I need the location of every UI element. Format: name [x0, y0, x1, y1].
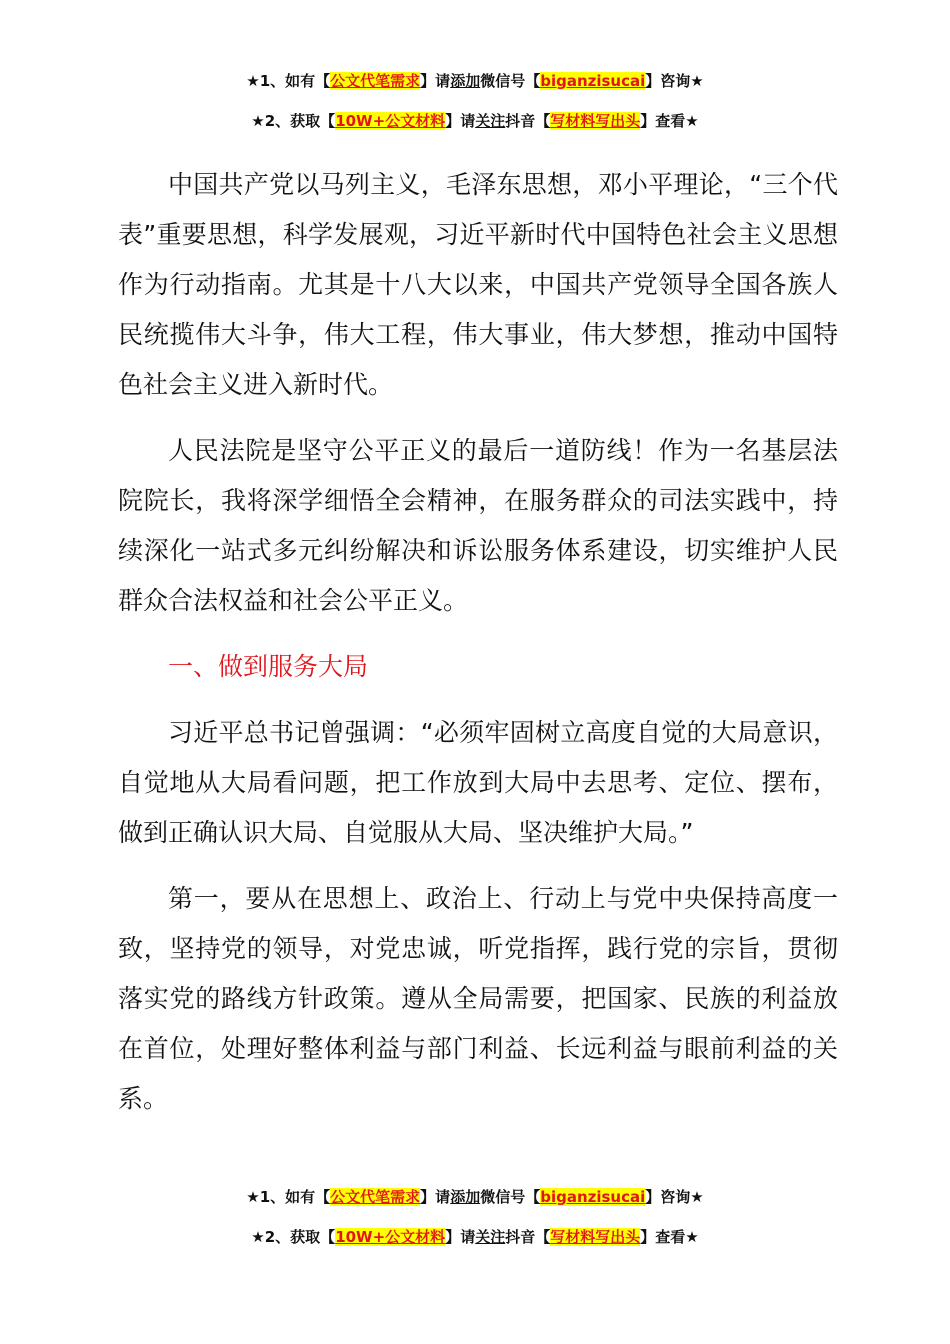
banner-text: 】请: [445, 112, 476, 130]
banner-text: 】请: [420, 72, 451, 90]
banner-text: 抖音【: [505, 1228, 551, 1246]
banner-text: 抖音【: [505, 112, 551, 130]
header-banner-line-1: [0, 71, 950, 91]
banner-underline: 添加: [450, 72, 481, 90]
banner-text: ★1、如有【: [246, 72, 331, 90]
banner-underline: 添加: [450, 1188, 481, 1206]
banner-text: 微信号【: [480, 1188, 541, 1206]
banner-highlight: 公文代笔需求: [330, 1188, 421, 1206]
header-banner-line-2: [0, 111, 950, 131]
banner-text: ★1、如有【: [246, 1188, 331, 1206]
banner-highlight: biganzisucai: [540, 1188, 646, 1206]
document-body: [118, 160, 838, 1140]
paragraph-1: 中国共产党以马列主义，毛泽东思想，邓小平理论，“三个代表”重要思想，科学发展观，习近平新时代中国特色社会主义思想作为行动指南。尤其是十八大以来，中国共产党领导全国各族人民统揽伟大斗争，伟大工程，伟大事业，伟大梦想，推动中国特色社会主义进入新时代。: [118, 170, 838, 399]
banner-text: 】查看★: [640, 1228, 699, 1246]
banner-highlight: 10W+公文材料: [335, 1228, 446, 1246]
paragraph-3: 习近平总书记曾强调：“必须牢固树立高度自觉的大局意识，自觉地从大局看问题，把工作放到大局中去思考、定位、摆布，做到正确认识大局、自觉服从大局、坚决维护大局。”: [118, 718, 838, 847]
banner-highlight: 10W+公文材料: [335, 112, 446, 130]
footer-banner-line-1: [0, 1187, 950, 1207]
banner-text: ★2、获取【: [251, 112, 336, 130]
banner-text: 】查看★: [640, 112, 699, 130]
banner-text: 微信号【: [480, 72, 541, 90]
banner-underline: 关注: [475, 1228, 506, 1246]
banner-text: 】咨询★: [645, 72, 704, 90]
banner-highlight: 写材料写出头: [550, 1228, 641, 1246]
banner-highlight: 公文代笔需求: [330, 72, 421, 90]
banner-text: 】咨询★: [645, 1188, 704, 1206]
footer-banner-line-2: [0, 1227, 950, 1247]
paragraph-4: 第一，要从在思想上、政治上、行动上与党中央保持高度一致，坚持党的领导，对党忠诚，听党指挥，践行党的宗旨，贯彻落实党的路线方针政策。遵从全局需要，把国家、民族的利益放在首位，处理好整体利益与部门利益、长远利益与眼前利益的关系。: [118, 884, 838, 1113]
banner-text: 】请: [445, 1228, 476, 1246]
banner-text: ★2、获取【: [251, 1228, 336, 1246]
banner-underline: 关注: [475, 112, 506, 130]
section-heading-1: 一、做到服务大局: [168, 652, 369, 681]
paragraph-2: 人民法院是坚守公平正义的最后一道防线！作为一名基层法院院长，我将深学细悟全会精神，在服务群众的司法实践中，持续深化一站式多元纠纷解决和诉讼服务体系建设，切实维护人民群众合法权益和社会公平正义。: [118, 436, 838, 615]
banner-highlight: 写材料写出头: [550, 112, 641, 130]
banner-text: 】请: [420, 1188, 451, 1206]
banner-highlight: biganzisucai: [540, 72, 646, 90]
